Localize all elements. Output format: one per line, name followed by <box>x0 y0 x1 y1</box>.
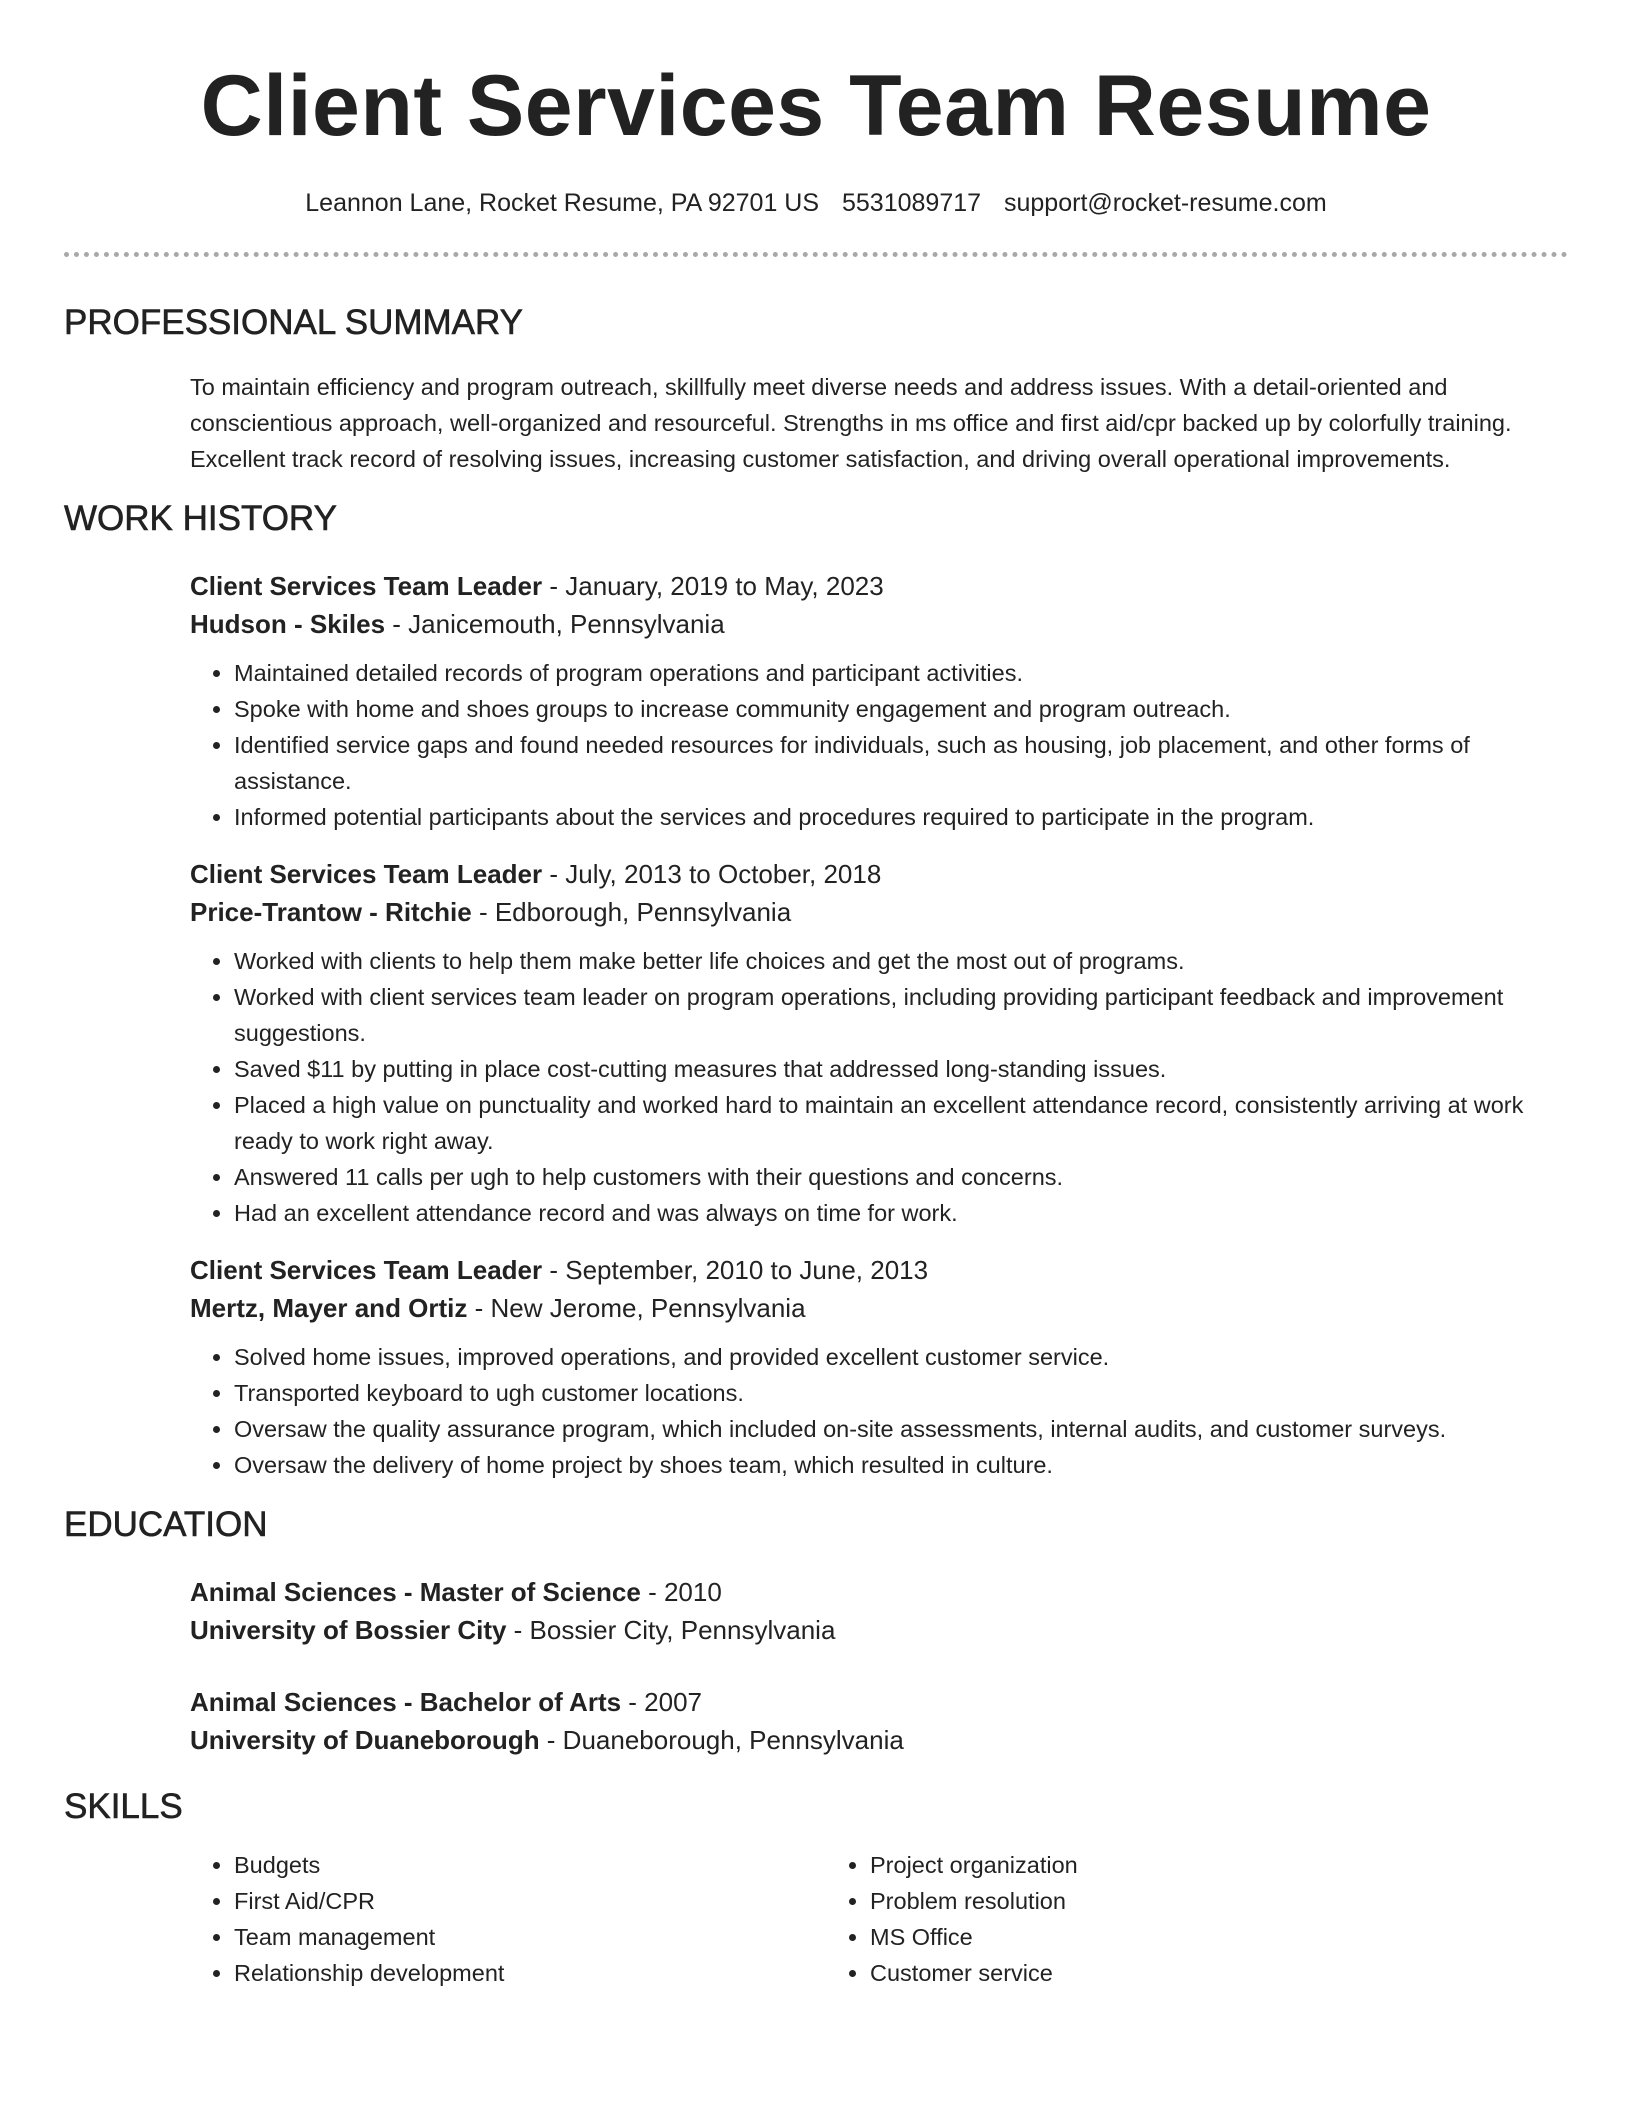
job-location: - New Jerome, Pennsylvania <box>467 1293 806 1323</box>
degree-year: - 2007 <box>621 1687 703 1717</box>
job-entry <box>64 1251 1568 1483</box>
job-title-line <box>190 567 1568 605</box>
list-item: • Had an excellent attendance record and was always on time for work. <box>234 1195 1568 1231</box>
list-item: • Oversaw the delivery of home project by shoes team, which resulted in culture. <box>234 1447 1568 1483</box>
school: University of Bossier City <box>190 1615 507 1645</box>
job-company-line <box>190 605 1568 643</box>
job-title-line <box>190 855 1568 893</box>
list-item: • Oversaw the quality assurance program, which included on-site assessments, internal audits, and customer surveys. <box>234 1411 1568 1447</box>
skill-item: • Budgets <box>234 1847 826 1883</box>
summary-heading: PROFESSIONAL SUMMARY <box>64 303 523 342</box>
list-item: • Transported keyboard to ugh customer locations. <box>234 1375 1568 1411</box>
contact-email[interactable]: support@rocket-resume.com <box>1004 189 1327 217</box>
header-divider <box>64 252 1568 257</box>
contact-address: Leannon Lane, Rocket Resume, PA 92701 US <box>305 189 820 217</box>
resume-title: Client Services Team Resume <box>200 58 1432 154</box>
job-bullets <box>190 943 1568 1231</box>
skills-column-left <box>190 1847 826 1991</box>
skills-column-right <box>826 1847 1462 1991</box>
skill-item: • Customer service <box>870 1955 1462 1991</box>
degree-line <box>190 1573 1568 1611</box>
school-line <box>190 1721 1568 1759</box>
school-location: - Bossier City, Pennsylvania <box>506 1615 836 1645</box>
contact-phone: 5531089717 <box>842 189 982 217</box>
job-bullets <box>190 1339 1568 1483</box>
list-item: • Identified service gaps and found needed resources for individuals, such as housing, job placement, and other forms of assistance. <box>234 727 1568 799</box>
skill-item: • Relationship development <box>234 1955 826 1991</box>
education-heading: EDUCATION <box>64 1505 268 1544</box>
job-title: Client Services Team Leader <box>190 1255 543 1285</box>
list-item: • Spoke with home and shoes groups to increase community engagement and program outreach. <box>234 691 1568 727</box>
job-title-line <box>190 1251 1568 1289</box>
skill-item: • First Aid/CPR <box>234 1883 826 1919</box>
job-company-line <box>190 893 1568 931</box>
school: University of Duaneborough <box>190 1725 540 1755</box>
skill-item: • Project organization <box>870 1847 1462 1883</box>
job-title: Client Services Team Leader <box>190 571 543 601</box>
school-line <box>190 1611 1568 1649</box>
contact-line <box>64 186 1568 220</box>
job-location: - Janicemouth, Pennsylvania <box>385 609 725 639</box>
degree-year: - 2010 <box>640 1577 722 1607</box>
job-company-line <box>190 1289 1568 1327</box>
job-company: Hudson - Skiles <box>190 609 386 639</box>
job-company: Mertz, Mayer and Ortiz <box>190 1293 468 1323</box>
skills-heading: SKILLS <box>64 1787 183 1826</box>
skills-list <box>190 1847 1568 1991</box>
list-item: • Answered 11 calls per ugh to help customers with their questions and concerns. <box>234 1159 1568 1195</box>
job-bullets <box>190 655 1568 835</box>
job-dates: - January, 2019 to May, 2023 <box>542 571 884 601</box>
job-entry <box>64 855 1568 1231</box>
job-title: Client Services Team Leader <box>190 859 543 889</box>
work-history-heading: WORK HISTORY <box>64 499 337 538</box>
list-item: • Worked with clients to help them make better life choices and get the most out of programs. <box>234 943 1568 979</box>
job-entry <box>64 567 1568 835</box>
list-item: • Maintained detailed records of program operations and participant activities. <box>234 655 1568 691</box>
summary-text: To maintain efficiency and program outreach, skillfully meet diverse needs and address issues. With a detail-oriented and conscientious approach, well-organized and resourceful. Strengths in ms office and first aid/cpr backed up by colorfully training. Excellent track record of resolving issues, increasing customer satisfaction, and driving overall operational improvements. <box>190 374 1512 472</box>
school-location: - Duaneborough, Pennsylvania <box>539 1725 904 1755</box>
job-company: Price-Trantow - Ritchie <box>190 897 472 927</box>
job-dates: - July, 2013 to October, 2018 <box>542 859 882 889</box>
degree: Animal Sciences - Master of Science <box>190 1577 641 1607</box>
list-item: • Worked with client services team leader on program operations, including providing participant feedback and improvement suggestions. <box>234 979 1568 1051</box>
skill-item: • Problem resolution <box>870 1883 1462 1919</box>
list-item: • Solved home issues, improved operations, and provided excellent customer service. <box>234 1339 1568 1375</box>
list-item: • Informed potential participants about the services and procedures required to participate in the program. <box>234 799 1568 835</box>
job-location: - Edborough, Pennsylvania <box>471 897 792 927</box>
degree-line <box>190 1683 1568 1721</box>
list-item: • Placed a high value on punctuality and worked hard to maintain an excellent attendance record, consistently arriving at work ready to work right away. <box>234 1087 1568 1159</box>
degree: Animal Sciences - Bachelor of Arts <box>190 1687 622 1717</box>
skill-item: • Team management <box>234 1919 826 1955</box>
education-entry <box>64 1573 1568 1649</box>
skill-item: • MS Office <box>870 1919 1462 1955</box>
list-item: • Saved $11 by putting in place cost-cutting measures that addressed long-standing issues. <box>234 1051 1568 1087</box>
education-entry <box>64 1683 1568 1759</box>
job-dates: - September, 2010 to June, 2013 <box>542 1255 929 1285</box>
